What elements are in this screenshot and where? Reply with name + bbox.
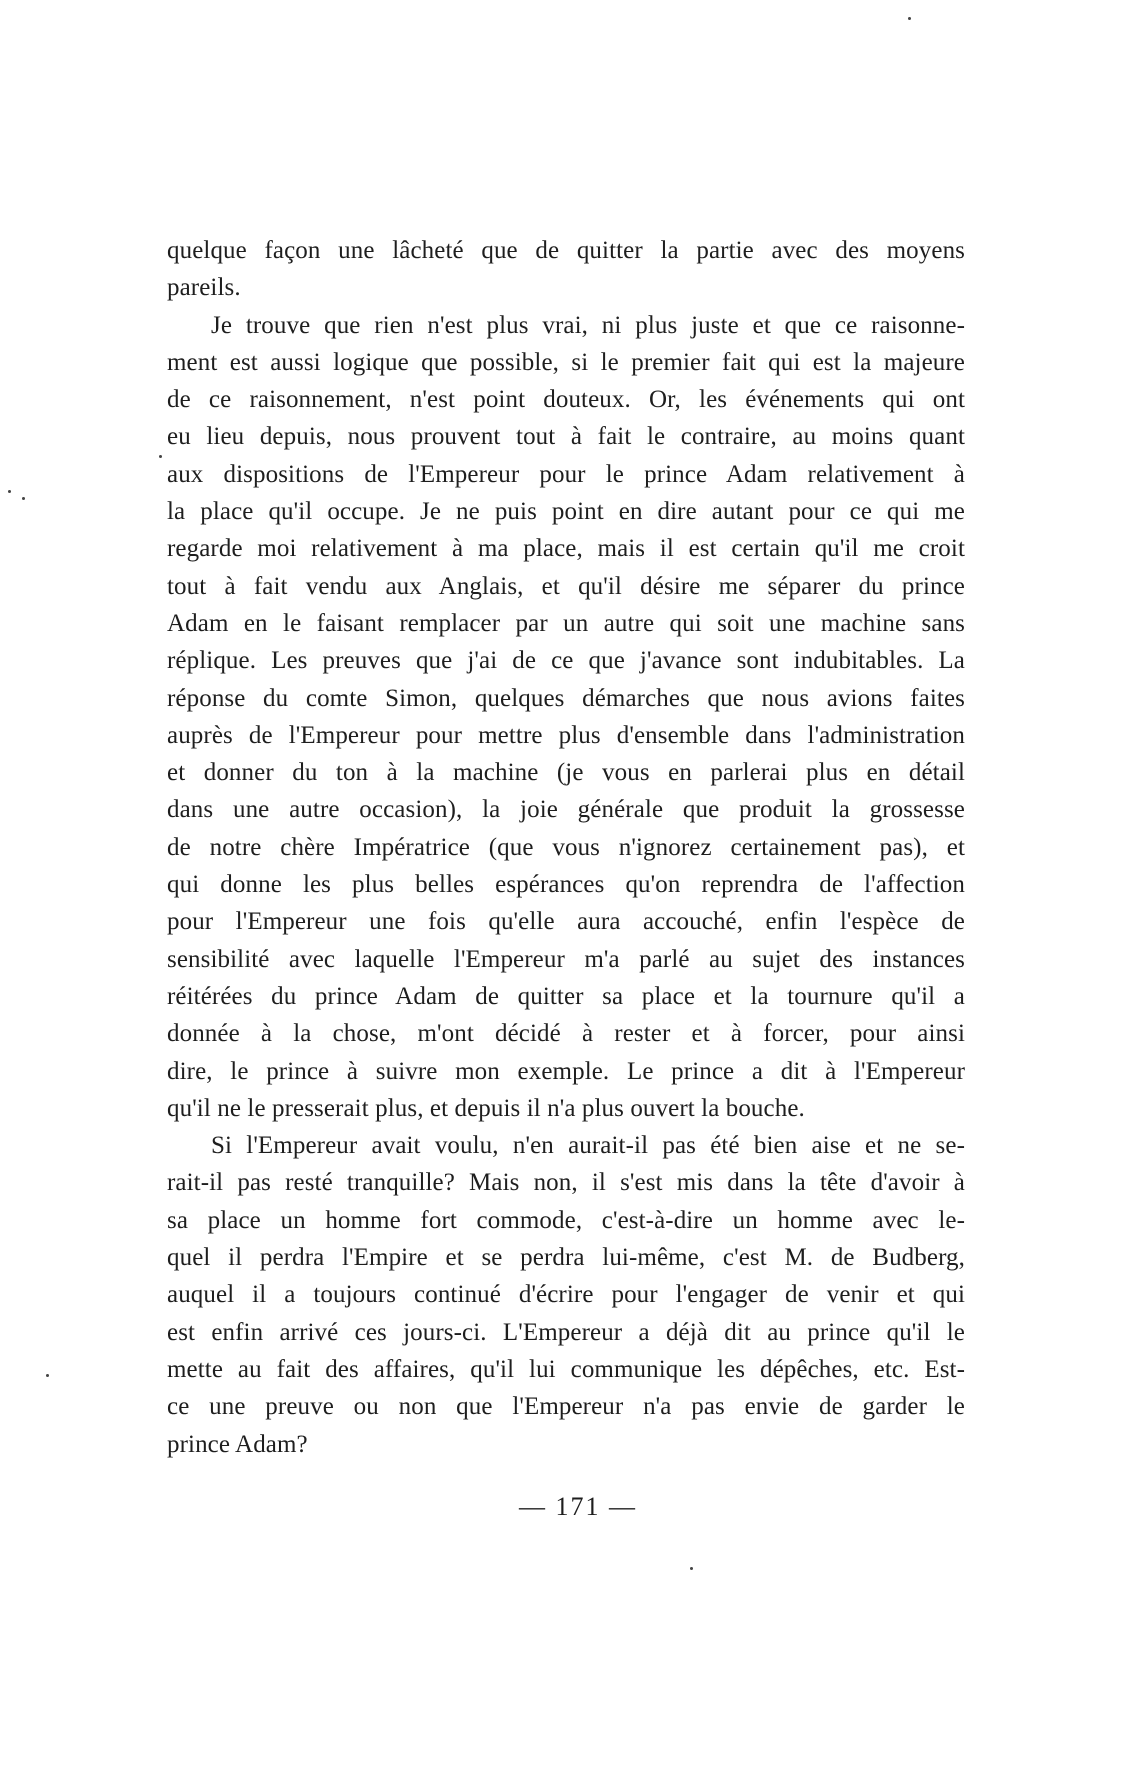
- text-line: dans une autre occasion), la joie générale que produit la grossesse: [167, 796, 965, 824]
- body-text: [167, 232, 965, 1463]
- scan-speck: [8, 490, 11, 493]
- text-line: pareils.: [167, 274, 241, 302]
- text-line: auprès de l'Empereur pour mettre plus d'ensemble dans l'administration: [167, 721, 965, 749]
- text-line: donnée à la chose, m'ont décidé à rester et à forcer, pour ainsi: [167, 1020, 965, 1048]
- text-line: eu lieu depuis, nous prouvent tout à fait le contraire, au moins quant: [167, 423, 965, 451]
- scan-speck: [690, 1567, 693, 1570]
- text-line: et donner du ton à la machine (je vous en parlerai plus en détail: [167, 759, 965, 787]
- text-line: rait-il pas resté tranquille? Mais non, il s'est mis dans la tête d'avoir à: [167, 1169, 965, 1197]
- text-line: ment est aussi logique que possible, si le premier fait qui est la majeure: [167, 348, 965, 376]
- text-line: pour l'Empereur une fois qu'elle aura accouché, enfin l'espèce de: [167, 908, 965, 936]
- text-line: la place qu'il occupe. Je ne puis point en dire autant pour ce qui me: [167, 498, 965, 526]
- text-line: qui donne les plus belles espérances qu'on reprendra de l'affection: [167, 871, 965, 899]
- scan-speck: [908, 17, 911, 20]
- text-line: sa place un homme fort commode, c'est-à-dire un homme avec le-: [167, 1206, 965, 1234]
- text-line: réitérées du prince Adam de quitter sa place et la tournure qu'il a: [167, 982, 965, 1010]
- text-line: quelque façon une lâcheté que de quitter la partie avec des moyens: [167, 237, 965, 264]
- text-line: de ce raisonnement, n'est point douteux. Or, les événements qui ont: [167, 386, 965, 414]
- text-line: réplique. Les preuves que j'ai de ce que j'avance sont indubitables. La: [167, 647, 965, 675]
- text-line: de notre chère Impératrice (que vous n'ignorez certainement pas), et: [167, 833, 965, 861]
- text-line: prince Adam?: [167, 1430, 308, 1458]
- paragraph-first-line: Je trouve que rien n'est plus vrai, ni plus juste et que ce raisonne-: [211, 311, 965, 339]
- text-line: qu'il ne le presserait plus, et depuis il n'a plus ouvert la bouche.: [167, 1094, 805, 1122]
- text-line: ce une preuve ou non que l'Empereur n'a pas envie de garder le: [167, 1393, 965, 1421]
- text-line: est enfin arrivé ces jours-ci. L'Empereur a déjà dit au prince qu'il le: [167, 1318, 965, 1346]
- text-line: sensibilité avec laquelle l'Empereur m'a parlé au sujet des instances: [167, 945, 965, 973]
- text-line: réponse du comte Simon, quelques démarches que nous avions faites: [167, 684, 965, 712]
- page-number: — 171 —: [519, 1492, 637, 1521]
- scan-speck: [46, 1374, 49, 1377]
- text-line: Adam en le faisant remplacer par un autre qui soit une machine sans: [167, 609, 965, 637]
- text-line: aux dispositions de l'Empereur pour le prince Adam relativement à: [167, 460, 965, 488]
- text-line: auquel il a toujours continué d'écrire pour l'engager de venir et qui: [167, 1281, 965, 1309]
- scan-speck: [159, 455, 162, 458]
- text-line: dire, le prince à suivre mon exemple. Le prince a dit à l'Empereur: [167, 1057, 965, 1085]
- text-line: regarde moi relativement à ma place, mais il est certain qu'il me croit: [167, 535, 965, 563]
- text-line: mette au fait des affaires, qu'il lui communique les dépêches, etc. Est-: [167, 1355, 965, 1383]
- text-line: tout à fait vendu aux Anglais, et qu'il désire me séparer du prince: [167, 572, 965, 600]
- text-line: quel il perdra l'Empire et se perdra lui-même, c'est M. de Budberg,: [167, 1244, 965, 1272]
- paragraph-first-line: Si l'Empereur avait voulu, n'en aurait-il pas été bien aise et ne se-: [211, 1132, 965, 1160]
- scan-speck: [22, 497, 25, 500]
